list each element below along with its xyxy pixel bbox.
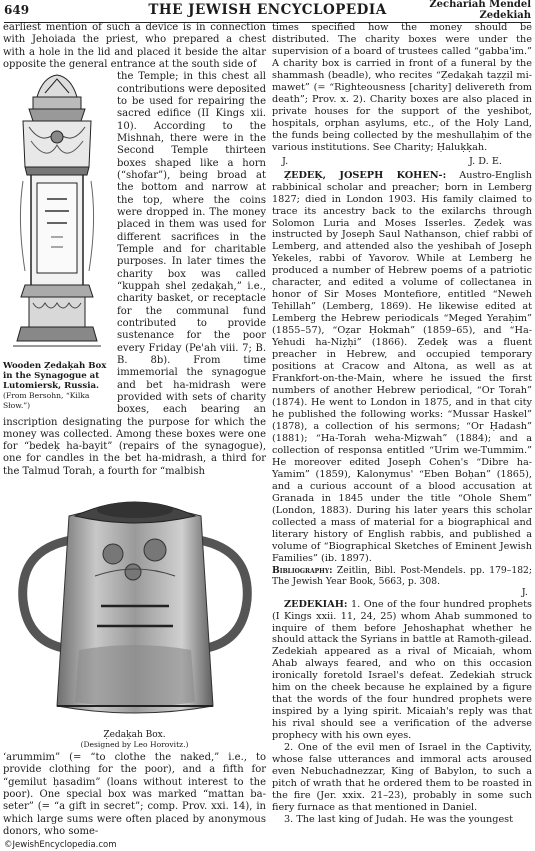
- figure-metal-box: [3, 480, 266, 750]
- wooden-box-illustration: [3, 71, 111, 361]
- metal-box-illustration: [5, 480, 265, 730]
- zedekiah-p1: 1. One of the four hundred prophets (I Kings xxii. 11, 24, 25) whom Ahab summoned to inquire of them before Jehoshaphat whether he should attack the Syrians in battle at Ramoth-gilead. Zedekiah appeared as a rival of Micaiah, whom Ahab always feared, and who on this occasion ironically foretold Israel's defeat. Zedekiah struck him on the cheek because he explained by a figure that the words of the four hundred prophets were inspired by a lying spirit. Micaiah's reply was that his rival should see a verification of the adverse prophecy with his own eyes.: [272, 598, 532, 742]
- running-head-right: [429, 0, 531, 21]
- signature-1: [272, 154, 532, 170]
- right-column: [272, 22, 532, 826]
- left-wrapped-text: the Temple; in this chest all contributions were deposited to be used for repairing the sacred edifice (II Kings xii. 10). According to the Mishnah, there were in the Second Temple thirteen boxes shaped like a horn (“shofar”), being broad at the bottom and narrow at the top, where the coins were dropped in. The money placed in them was used for different sacrifices in the Temple and for charitable purposes. In later times the charity box was called “kuppah shel ẓedaḳah,” i.e., charity basket, or receptacle for the communal fund contributed to provide sustenance for the poor every Friday (Pe'ah viii. 7; B. B. 8b). From time immemorial the synagogue and bet ha-midrash were provided with sets of charity boxes, each bearing an inscription designating the purpose for which the money was collected. Among these boxes were one for “bedeḳ ha-bayit” (repairs of the synagogue), one for candles in the bet ha-midrash, a third for the Talmud Torah, a fourth for “malbish: [3, 71, 266, 477]
- bibliography: [272, 565, 532, 587]
- zedek-body: Austro-English rabbinical scholar and preacher; born in Lemberg 1827; died in London 1903. His family claimed to trace its ancestry back to the exilarchs through Solomon Luria and Moses Isserles. Ẓedeḳ was instructed by Joseph Saul Nathanson, chief rabbi of Lemberg, and attended also the yeshibah of Joseph Yekeles, rabbi of Yavorov. While at Lemberg he produced a number of Hebrew poems of a patriotic character, and edited a volume of collectanea in honor of Sir Moses Montefiore, entitled “Neweh Tehillah” (Lemberg, 1869). He likewise edited at Lemberg the Hebrew periodicals “Meged Yeraḥim” (1855–57), “Oẓar Ḥokmah” (1859–65), and “Ha-Yehudi ha-Niẓḥi” (1866). Ẓedeḳ was a fluent preacher in Hebrew, and occupied temporary positions at Cracow and Altona, as well as at Frankfort-on-the-Main, where he issued the first numbers of another Hebrew periodical, “Or Torah” (1874). He went to London in 1875, and in that city he published the following works: “Mussar Haskel” (1878), a collection of his sermons; “Or Ḥadash” (1881); “Ha-Torah weha-Miẓwah” (1884); and a collection of responsa entitled “Urim we-Tummim.” He moreover edited Joseph Cohen's “Dibre ha-Yamim” (1859), Kalonymus' “Eben Boḥan” (1865), and a curious account of a blood accusation at Granada in 1845 under the title “Ohole Shem” (London, 1883). During his later years this scholar collected a mass of material for a biographical and literary history of English rabbis, and published a volume of “Biographical Sketches of Eminent Jewish Families” (ib. 1897).: [272, 169, 532, 564]
- bibliography-text: Zeitlin, Bibl. Post-Mendels. pp. 179–182; The Jewish Year Book, 5663, p. 308.: [272, 564, 532, 587]
- zedekiah-p3: 3. The last king of Judah. He was the youngest: [284, 814, 514, 825]
- signature-2: J.: [521, 586, 528, 598]
- signature-1-left: J.: [282, 155, 289, 167]
- figure-wooden-box: [3, 71, 113, 411]
- zedek-heading: ẒEDEḲ, JOSEPH KOHEN-:: [284, 169, 447, 181]
- charity-article-end: times specified how the money should be distributed. The charity boxes were under the supervision of a board of trustees called “gabba'im.” A charity box is carried in front of a funeral by the shammash (beadle), who recites “Ẓedaḳah taẓẓil mi-mawet” (= “Righteousness [charity] delivereth from death”; Prov. x. 2). Charity boxes are also placed in private houses for the support of the yeshibot, hospitals, orphan asylums, etc., of the Holy Land, the funds being collected by the meshullaḥim of the various institutions. See Charity; Ḥaluḳḳah.: [272, 22, 532, 153]
- figure-wooden-box-source: (From Bersohn, “Kilka Słow.”): [3, 391, 90, 411]
- zedekiah-p2: 2. One of the evil men of Israel in the Captivity, whose false utterances and immoral acts aroused even Nebuchadnezzar, King of Babylon, to such a pitch of wrath that he ordered them to be roasted in the fire (Jer. xxix. 21–23), probably in some such fiery furnace as that mentioned in Daniel.: [272, 742, 532, 814]
- running-head-line2: Zedekiah: [479, 10, 531, 21]
- figure-metal-box-caption: Ẓedaḳah Box.: [103, 730, 166, 741]
- zedekiah-heading: ZEDEKIAH:: [284, 598, 348, 610]
- left-after-text: ‘arummim” (= “to clothe the naked,” i.e., to provide clothing for the poor), and a fifth for “gemilut ḥasadim” (loans without interest to the poor). One special box was marked “mattan ba-seter” (= “a gift in secret”; comp. Prov. xxi. 14), in which large sums were often placed by anonymous donors, who some-: [3, 752, 266, 838]
- figure-wooden-box-caption: Wooden Ẓedaḳah Box in the Synagogue at Lutomiersk, Russia.: [3, 361, 107, 392]
- left-intro-text: earliest mention of such a device is in connection with Jehoiada the priest, who prepared a chest with a hole in the lid and placed it beside the altar opposite the general entrance at the south side of: [3, 22, 266, 70]
- page-number: 649: [4, 3, 30, 17]
- figure-metal-box-source: (Designed by Leo Horovitz.): [80, 740, 189, 750]
- left-column: [3, 22, 266, 838]
- page-header: [4, 0, 531, 23]
- zedek-article: [272, 170, 532, 565]
- zedekiah-article: [272, 599, 532, 743]
- running-head-line1: Zechariah Mendel: [429, 0, 531, 10]
- bibliography-label: Bibliography:: [272, 564, 333, 576]
- running-title: THE JEWISH ENCYCLOPEDIA: [148, 2, 387, 18]
- copyright-footer: ©JewishEncyclopedia.com: [4, 840, 117, 850]
- signature-1-right: J. D. E.: [468, 155, 502, 167]
